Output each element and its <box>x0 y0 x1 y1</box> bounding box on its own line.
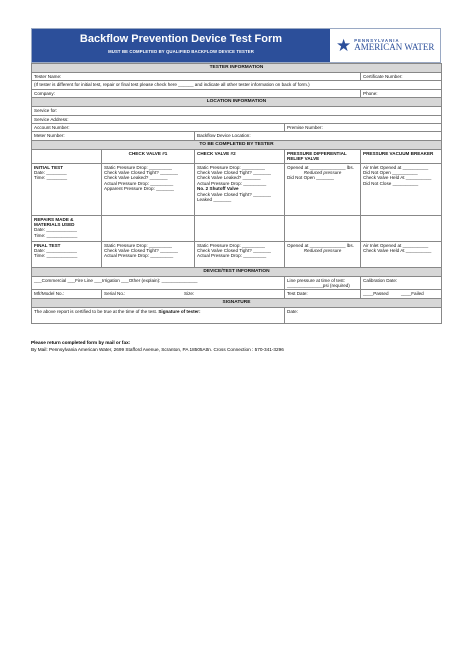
final-cv1-static-drop[interactable]: Static Pressure Drop: _________ <box>104 242 172 248</box>
tester-note: (If tester is different for initial test, repair or final test please check here ______ and indicate all other tester information on back of form.) <box>32 81 442 89</box>
initial-cv2-leaked[interactable]: Check Valve Leaked? _______ <box>197 175 261 181</box>
final-prv-reduced-note: Reduced pressure <box>303 248 342 254</box>
certify-statement: The above report is certified to be true at the time of the test. <box>34 308 158 314</box>
initial-pvb-did-not-close[interactable]: Did Not Close __________ <box>363 180 419 186</box>
pvb-header: PRESSURE VACUUM BREAKER <box>361 149 442 163</box>
initial-cv2-cell <box>195 163 285 215</box>
initial-prv-did-not-open[interactable]: Did Not Open _______ <box>287 175 334 181</box>
initial-cv1-closed-tight[interactable]: Check Valve Closed Tight? _______ <box>104 170 178 176</box>
logo-state: PENNSYLVANIA <box>354 37 400 43</box>
company-field[interactable]: Company: <box>32 89 361 97</box>
serial-label: Serial No.: <box>104 291 126 297</box>
line-pressure-label: Line pressure at time of test: <box>287 277 345 283</box>
form-header <box>31 28 441 63</box>
initial-cv1-leaked[interactable]: Check Valve Leaked? _______ <box>104 175 168 181</box>
initial-cv1-actual-drop[interactable]: Actual Pressure Drop: _________ <box>104 180 174 186</box>
final-cv2-actual-drop[interactable]: Actual Pressure Drop: _________ <box>197 253 267 259</box>
service-address-field[interactable]: Service Address: <box>32 115 442 123</box>
repairs-cv1-cell[interactable] <box>102 215 195 241</box>
form-title: Backflow Prevention Device Test Form <box>79 33 283 45</box>
blank-header-cell <box>32 149 102 163</box>
size-label[interactable]: Size: <box>184 291 195 297</box>
initial-cv2-static-drop[interactable]: Static Pressure Drop: _________ <box>197 164 265 170</box>
shutoff-leaked[interactable]: Leaked _______ <box>197 197 232 203</box>
pass-fail-cell <box>361 290 442 298</box>
check-valve-2-header: CHECK VALVE #2 <box>195 149 285 163</box>
signature-label: Signature of tester: <box>158 308 201 314</box>
service-for-field[interactable]: Service for: <box>32 107 442 115</box>
final-cv1-cell <box>102 241 195 267</box>
shutoff-valve-label: No. 2 Shutoff Valve <box>197 186 239 192</box>
final-test-label: FINAL TEST <box>34 242 61 248</box>
account-number-field[interactable]: Account Number: <box>32 124 285 132</box>
check-valve-1-header: CHECK VALVE #1 <box>102 149 195 163</box>
initial-test-cell <box>32 163 102 215</box>
device-location-field[interactable]: Backflow Device Location: <box>195 132 442 140</box>
repairs-prv-cell[interactable] <box>285 215 361 241</box>
signature-date-field[interactable]: Date: <box>285 307 442 323</box>
title-banner <box>32 29 330 62</box>
initial-date-field[interactable]: Date: ________ <box>34 170 67 176</box>
final-cv2-static-drop[interactable]: Static Pressure Drop: _________ <box>197 242 265 248</box>
initial-pvb-held-at[interactable]: Check Valve Held At __________ <box>363 175 432 181</box>
form-table <box>31 63 442 324</box>
initial-prv-reduced-note: Reduced pressure <box>303 170 342 176</box>
final-date-field[interactable]: Date: ____________ <box>34 248 77 254</box>
repairs-cell <box>32 215 102 241</box>
repairs-pvb-cell[interactable] <box>361 215 442 241</box>
location-section-header: LOCATION INFORMATION <box>32 98 442 107</box>
final-pvb-cell <box>361 241 442 267</box>
initial-cv2-closed-tight[interactable]: Check Valve Closed Tight? _______ <box>197 170 271 176</box>
mfr-model-field[interactable]: Mfr/Model No.: <box>32 290 102 298</box>
final-cv2-closed-tight[interactable]: Check Valve Closed Tight? _______ <box>197 248 271 254</box>
final-test-cell <box>32 241 102 267</box>
company-logo <box>330 29 440 62</box>
logo-company: AMERICAN WATER <box>354 42 435 53</box>
phone-field[interactable]: Phone: <box>361 89 442 97</box>
final-cv1-closed-tight[interactable]: Check Valve Closed Tight? _______ <box>104 248 178 254</box>
completed-section-header: TO BE COMPLETED BY TESTER <box>32 140 442 149</box>
test-date-field[interactable]: Test Date: <box>285 290 361 298</box>
shutoff-closed-tight[interactable]: Check Valve Closed Tight? _______ <box>197 191 271 197</box>
initial-pvb-cell <box>361 163 442 215</box>
test-form <box>31 28 441 324</box>
line-pressure-field[interactable]: ______________psi (required) <box>287 283 350 289</box>
final-time-field[interactable]: Time: ____________ <box>34 253 78 259</box>
meter-number-field[interactable]: Meter Number: <box>32 132 195 140</box>
initial-cv1-apparent-drop[interactable]: Apparent Pressure Drop: _______ <box>104 186 174 192</box>
initial-test-label: INITIAL TEST <box>34 164 64 170</box>
final-pvb-air-inlet[interactable]: Air Inlet Opened at __________ <box>363 242 429 248</box>
device-section-header: DEVICE/TEST INFORMATION <box>32 267 442 276</box>
repairs-time-field[interactable]: Time: ____________ <box>34 232 78 238</box>
line-pressure-cell <box>285 276 361 290</box>
repairs-date-field[interactable]: Date: ____________ <box>34 227 77 233</box>
final-pvb-held-at[interactable]: Check Valve Held At __________ <box>363 248 432 254</box>
initial-cv2-actual-drop[interactable]: Actual Pressure Drop: _________ <box>197 180 267 186</box>
initial-prv-cell <box>285 163 361 215</box>
final-cv2-cell <box>195 241 285 267</box>
initial-cv1-cell <box>102 163 195 215</box>
certificate-field[interactable]: Certificate Number: <box>361 73 442 81</box>
calibration-date-field[interactable]: Calibration Date: <box>361 276 442 290</box>
failed-option[interactable]: ____Failed <box>401 291 424 297</box>
initial-cv1-static-drop[interactable]: Static Pressure Drop: _________ <box>104 164 172 170</box>
return-instructions <box>31 340 284 353</box>
serial-no-field[interactable] <box>102 290 285 298</box>
initial-time-field[interactable]: Time: ________ <box>34 175 68 181</box>
device-type-options[interactable]: ___Commercial ___Fire Line ___Irrigation ___Other (explain): ______________ <box>32 276 285 290</box>
initial-pvb-did-not-open[interactable]: Did Not Open __________ <box>363 170 418 176</box>
form-subtitle: MUST BE COMPLETED BY QUALIFIED BACKFLOW DEVICE TESTER <box>108 49 254 54</box>
signature-section-header: SIGNATURE <box>32 298 442 307</box>
prv-header: PRESSURE DIFFERENTIAL RELIEF VALVE <box>285 149 361 163</box>
signature-field[interactable] <box>32 307 285 323</box>
initial-pvb-air-inlet[interactable]: Air Inlet Opened at __________ <box>363 164 429 170</box>
return-heading: Please return completed form by mail or fax: <box>31 340 131 345</box>
final-cv1-actual-drop[interactable]: Actual Pressure Drop: _________ <box>104 253 174 259</box>
final-prv-opened[interactable]: Opened at ______________ lbs. <box>287 242 354 248</box>
final-prv-cell <box>285 241 361 267</box>
mailing-address: By Mail: Pennsylvania American Water, 2699 Stafford Avenue, Scranton, PA 18505Attn. Cross Connection : 570-341-3296 <box>31 346 284 352</box>
star-logo-icon: ★ <box>336 36 352 55</box>
premise-number-field[interactable]: Premise Number: <box>285 124 442 132</box>
tester-section-header: TESTER INFORMATION <box>32 64 442 73</box>
tester-name-field[interactable]: Tester Name: <box>32 73 361 81</box>
initial-prv-opened[interactable]: Opened at ______________ lbs. <box>287 164 354 170</box>
repairs-label: REPAIRS MADE & MATERIALS USED <box>34 216 75 228</box>
repairs-cv2-cell[interactable] <box>195 215 285 241</box>
passed-option[interactable]: ____Passed <box>363 291 389 297</box>
